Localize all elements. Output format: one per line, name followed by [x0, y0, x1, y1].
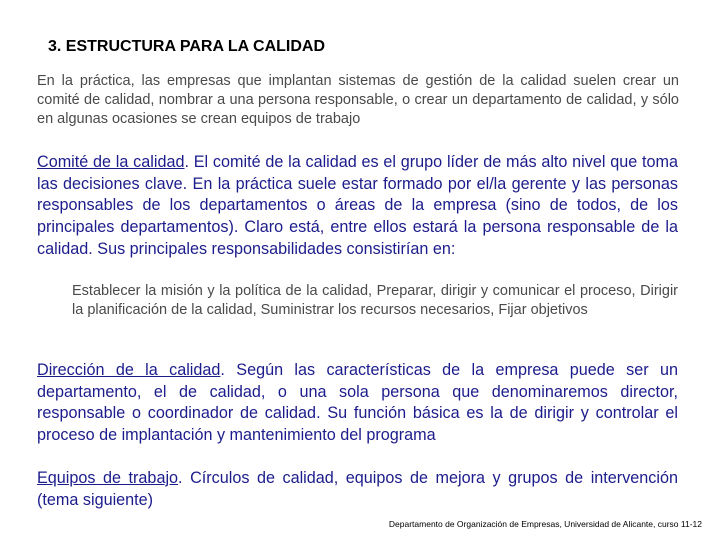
footer-credit: Departamento de Organización de Empresas, Universidad de Alicante, curso 11-12 — [388, 519, 702, 529]
intro-paragraph: En la práctica, las empresas que implantan sistemas de gestión de la calidad suelen crear un comité de calidad, nombrar a una persona responsable, o crear un departamento de calidad, y sólo en algunas ocasiones se crean equipos de trabajo — [37, 73, 679, 127]
section-term: Comité de la calidad — [37, 153, 185, 171]
comite-responsibilities: Establecer la misión y la política de la calidad, Preparar, dirigir y comunicar el proceso, Dirigir la planificación de la calidad, Suministrar los recursos necesarios, Fijar objetivos — [72, 283, 678, 318]
section-direccion — [37, 360, 678, 447]
section-term: Equipos de trabajo — [37, 469, 179, 487]
section-text: . Círculos de calidad, equipos de mejora y grupos de intervención (tema siguiente) — [37, 469, 678, 509]
section-equipos — [37, 468, 678, 511]
section-comite — [37, 152, 678, 261]
section-term: Dirección de la calidad — [37, 361, 221, 379]
section-text: . El comité de la calidad es el grupo líder de más alto nivel que toma las decisiones clave. En la práctica suele estar formado por el/la gerente y las personas responsables de los departamentos o áreas de la empresa (sino de todos, de los principales departamentos). Claro está, entre ellos estará la persona responsable de la calidad. Sus principales responsabilidades consistirían en: — [37, 153, 678, 258]
section-text: . Según las características de la empresa puede ser un departamento, el de calidad, o una sola persona que denominaremos director, responsable o coordinador de calidad. Su función básica es la de dirigir y controlar el proceso de implantación y mantenimiento del programa — [37, 361, 678, 445]
slide-title: 3. ESTRUCTURA PARA LA CALIDAD — [48, 38, 326, 55]
